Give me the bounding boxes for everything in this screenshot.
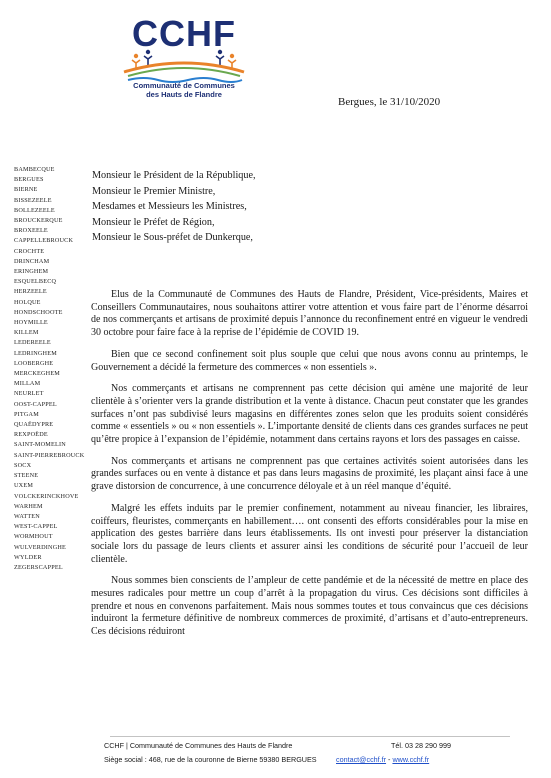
body-paragraph: Nous sommes bien conscients de l’ampleur de cette pandémie et de la nécessité de mettre en place des mesures radicales pour mettre un coup d’arrêt à la propagation du virus. Ces décisions sont difficiles à prendre et nous en convenons parfaitement. Mais nous sommes toutes et tous convaincus que ces décisions induiront la fermeture définitive de nombreux commerces de proximité, d’artisans et d’auto-entrepreneurs. Ces décisions réduiront — [91, 575, 528, 638]
commune-item: QUAËDYPRE — [14, 421, 54, 429]
addressee-line: Monsieur le Premier Ministre, — [92, 185, 216, 197]
commune-item: HOLQUE — [14, 298, 41, 306]
commune-item: WEST-CAPPEL — [14, 523, 58, 531]
commune-item: WULVERDINGHE — [14, 543, 67, 551]
body-paragraph: Nos commerçants et artisans ne comprennent pas cette décision qui amène une majorité de leur clientèle à s’orienter vers la grande distribution et la vente à distance. Chacun peut constater que les grandes surfaces n’ont pas subdivisé leurs magasins en différentes zones selon que les produits soient considérés comme « essentiels » ou « non essentiels ». L’importante densité de clients dans ces grandes surfaces ne peut qu’être propice à l’expansion de l’épidémie, notamment dans certains rayons et lors des passages en caisse. — [91, 383, 528, 446]
logo-subtitle-line1: Communauté de Communes — [133, 81, 235, 90]
footer-contact — [336, 755, 429, 764]
commune-item: WORMHOUT — [14, 533, 53, 541]
addressee-line: Mesdames et Messieurs les Ministres, — [92, 201, 247, 213]
commune-item: BERGUES — [14, 176, 44, 184]
commune-item: DRINCHAM — [14, 257, 50, 265]
commune-item: ZEGERSCAPPEL — [14, 563, 63, 571]
commune-item: MERCKEGHEM — [14, 370, 61, 378]
body-paragraph: Nos commerçants et artisans ne comprennent pas que certaines activités soient autorisées dans les grandes surfaces ou en vente à distance et pas dans leurs magasins de proximité, les plaçant ainsi face à une grave distorsion de concurrence, à une concurrence déloyale et à un réel manque d’équité. — [91, 455, 528, 493]
addressee-line: Monsieur le Sous-préfet de Dunkerque, — [92, 232, 253, 244]
commune-item: WATTEN — [14, 512, 40, 520]
footer-org: CCHF | Communauté de Communes des Hauts de Flandre — [104, 741, 293, 750]
footer-address: Siège social : 468, rue de la couronne de Bierne 59380 BERGUES — [104, 755, 317, 764]
commune-item: SOCX — [14, 461, 32, 469]
logo-title: CCHF — [132, 13, 236, 54]
letter-body — [91, 289, 528, 648]
cchf-logo — [118, 14, 250, 98]
commune-item: MILLAM — [14, 380, 41, 388]
commune-item: HOYMILLE — [14, 319, 48, 327]
commune-item: ESQUELBECQ — [14, 278, 57, 286]
commune-item: SAINT-MOMELIN — [14, 441, 66, 449]
footer-email-link[interactable]: contact@cchf.fr — [336, 755, 387, 764]
commune-item: STEENE — [14, 472, 39, 480]
footer-phone: Tél. 03 28 290 999 — [391, 741, 451, 750]
addressees-block — [92, 168, 256, 246]
commune-item: WARHEM — [14, 502, 43, 510]
commune-item: ERINGHEM — [14, 268, 49, 276]
commune-item: LEDRINGHEM — [14, 349, 57, 357]
communes-list — [14, 165, 94, 573]
commune-item: BISSEZEELE — [14, 196, 52, 204]
commune-item: BIERNE — [14, 186, 38, 194]
commune-item: PITGAM — [14, 410, 39, 418]
body-paragraph: Malgré les effets induits par le premier confinement, notamment au niveau financier, les libraires, coiffeurs, fleuristes, commerçants en habillement…. ont consenti des efforts considérables pour la mise en application des gestes barrière dans leurs établissements. Ils ont investi pour préserver la distanciation sociale lors du passage de leurs clients et assurer ainsi les conditions de sécurité pour l’accueil de leur clientèle. — [91, 502, 528, 565]
commune-item: BAMBECQUE — [14, 166, 55, 173]
body-paragraph: Elus de la Communauté de Communes des Hauts de Flandre, Président, Vice-présidents, Maires et Conseillers Communautaires, nous souhaitons attirer votre attention et vous faire part de l’énorme désarroi de nos commerçants et artisans de proximité depuis l’annonce du reconfinement entré en vigueur le vendredi 30 octobre pour faire face à la reprise de l’épidémie de COVID 19. — [91, 289, 528, 339]
addressee-line: Monsieur le Préfet de Région, — [92, 216, 215, 228]
commune-item: CAPPELLEBROUCK — [14, 237, 74, 245]
commune-item: HERZEELE — [14, 288, 47, 296]
commune-item: CROCHTE — [14, 247, 45, 255]
footer-divider — [110, 736, 510, 737]
commune-item: OOST-CAPPEL — [14, 400, 57, 408]
commune-item: NEURLET — [14, 390, 44, 398]
addressee-line: Monsieur le Président de la République, — [92, 170, 256, 181]
commune-item: KILLEM — [14, 329, 39, 337]
commune-item: VOLCKERINCKHOVE — [14, 492, 79, 500]
commune-item: REXPOËDE — [14, 431, 48, 439]
body-paragraph: Bien que ce second confinement soit plus souple que celui que nous avons connu au printemps, le Gouvernement a décidé la fermeture des commerces « non essentiels ». — [91, 348, 528, 373]
commune-item: BROXEELE — [14, 227, 48, 235]
footer-website-link[interactable]: www.cchf.fr — [392, 755, 430, 764]
commune-item: BROUCKERQUE — [14, 217, 63, 225]
commune-item: LEDEREELE — [14, 339, 51, 347]
commune-item: SAINT-PIERREBROUCK — [14, 451, 85, 459]
logo-subtitle-line2: des Hauts de Flandre — [146, 90, 222, 99]
commune-item: HONDSCHOOTE — [14, 308, 63, 316]
commune-item: BOLLEZEELE — [14, 206, 55, 214]
commune-item: UXEM — [14, 482, 34, 490]
commune-item: LOOBERGHE — [14, 359, 54, 367]
letter-date: Bergues, le 31/10/2020 — [338, 96, 441, 108]
footer-separator: - — [386, 755, 393, 764]
commune-item: WYLDER — [14, 553, 42, 561]
